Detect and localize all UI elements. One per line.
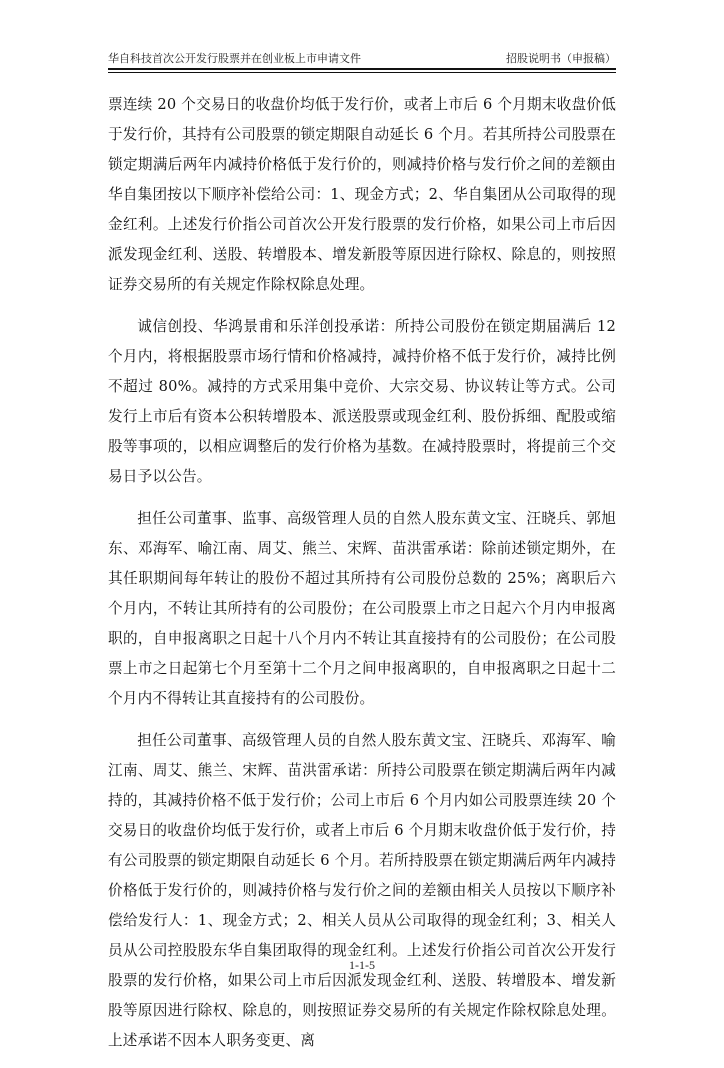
header-rule-thin <box>108 72 616 73</box>
paragraph-director-executive-commitment: 担任公司董事、高级管理人员的自然人股东黄文宝、汪晓兵、邓海军、喻江南、周艾、熊兰、宋辉、苗洪雷承诺：所持公司股票在锁定期满后两年内减持的，其减持价格不低于发行价；公司上市后 6 个月内如公司股票连续 20 个交易日的收盘价均低于发行价，或者上市后 6 个月期末收盘价低于发行价，持有公司股票的锁定期限自动延长 6 个月。若所持股票在锁定期满后两年内减持价格低于发行价的，则减持价格与发行价之间的差额由相关人员按以下顺序补偿给发行人：1、现金方式；2、相关人员从公司取得的现金红利；3、相关人员从公司控股股东华自集团取得的现金红利。上述发行价指公司首次公开发行股票的发行价格，如果公司上市后因派发现金红利、送股、转增股本、增发新股等原因进行除权、除息的，则按照证券交易所的有关规定作除权除息处理。上述承诺不因本人职务变更、离 <box>108 732 616 1049</box>
page-number: 1-1-5 <box>349 958 375 972</box>
paragraph-investor-commitment: 诚信创投、华鸿景甫和乐洋创投承诺：所持公司股份在锁定期届满后 12 个月内，将根据股票市场行情和价格减持，减持价格不低于发行价，减持比例不超过 80%。减持的方式采用集中竞价、大宗交易、协议转让等方式。公司发行上市后有资本公积转增股本、派送股票或现金红利、股份拆细、配股或缩股等事项的，以相应调整后的发行价格为基数。在减持股票时，将提前三个交易日予以公告。 <box>108 318 616 485</box>
page-body <box>108 90 616 1068</box>
header-section-title: 招股说明书（申报稿） <box>506 52 616 65</box>
header-document-title: 华自科技首次公开发行股票并在创业板上市申请文件 <box>108 52 361 65</box>
paragraph-director-supervisor-commitment: 担任公司董事、监事、高级管理人员的自然人股东黄文宝、汪晓兵、郭旭东、邓海军、喻江南、周艾、熊兰、宋辉、苗洪雷承诺：除前述锁定期外，在其任职期间每年转让的股份不超过其所持有公司股份总数的 25%；离职后六个月内，不转让其所持有的公司股份；在公司股票上市之日起六个月内申报离职的，自申报离职之日起十八个月内不转让其直接持有的公司股份；在公司股票上市之日起第七个月至第十二个月之间申报离职的，自申报离职之日起十二个月内不得转让其直接持有的公司股份。 <box>108 510 616 707</box>
header-rule-thick <box>108 68 616 70</box>
paragraph-continuation: 票连续 20 个交易日的收盘价均低于发行价，或者上市后 6 个月期末收盘价低于发行价，其持有公司股票的锁定期限自动延长 6 个月。若其所持公司股票在锁定期满后两年内减持价格低于发行价的，则减持价格与发行价之间的差额由华自集团按以下顺序补偿给公司：1、现金方式；2、华自集团从公司取得的现金红利。上述发行价指公司首次公开发行股票的发行价格，如果公司上市后因派发现金红利、送股、转增股本、增发新股等原因进行除权、除息的，则按照证券交易所的有关规定作除权除息处理。 <box>108 96 616 293</box>
